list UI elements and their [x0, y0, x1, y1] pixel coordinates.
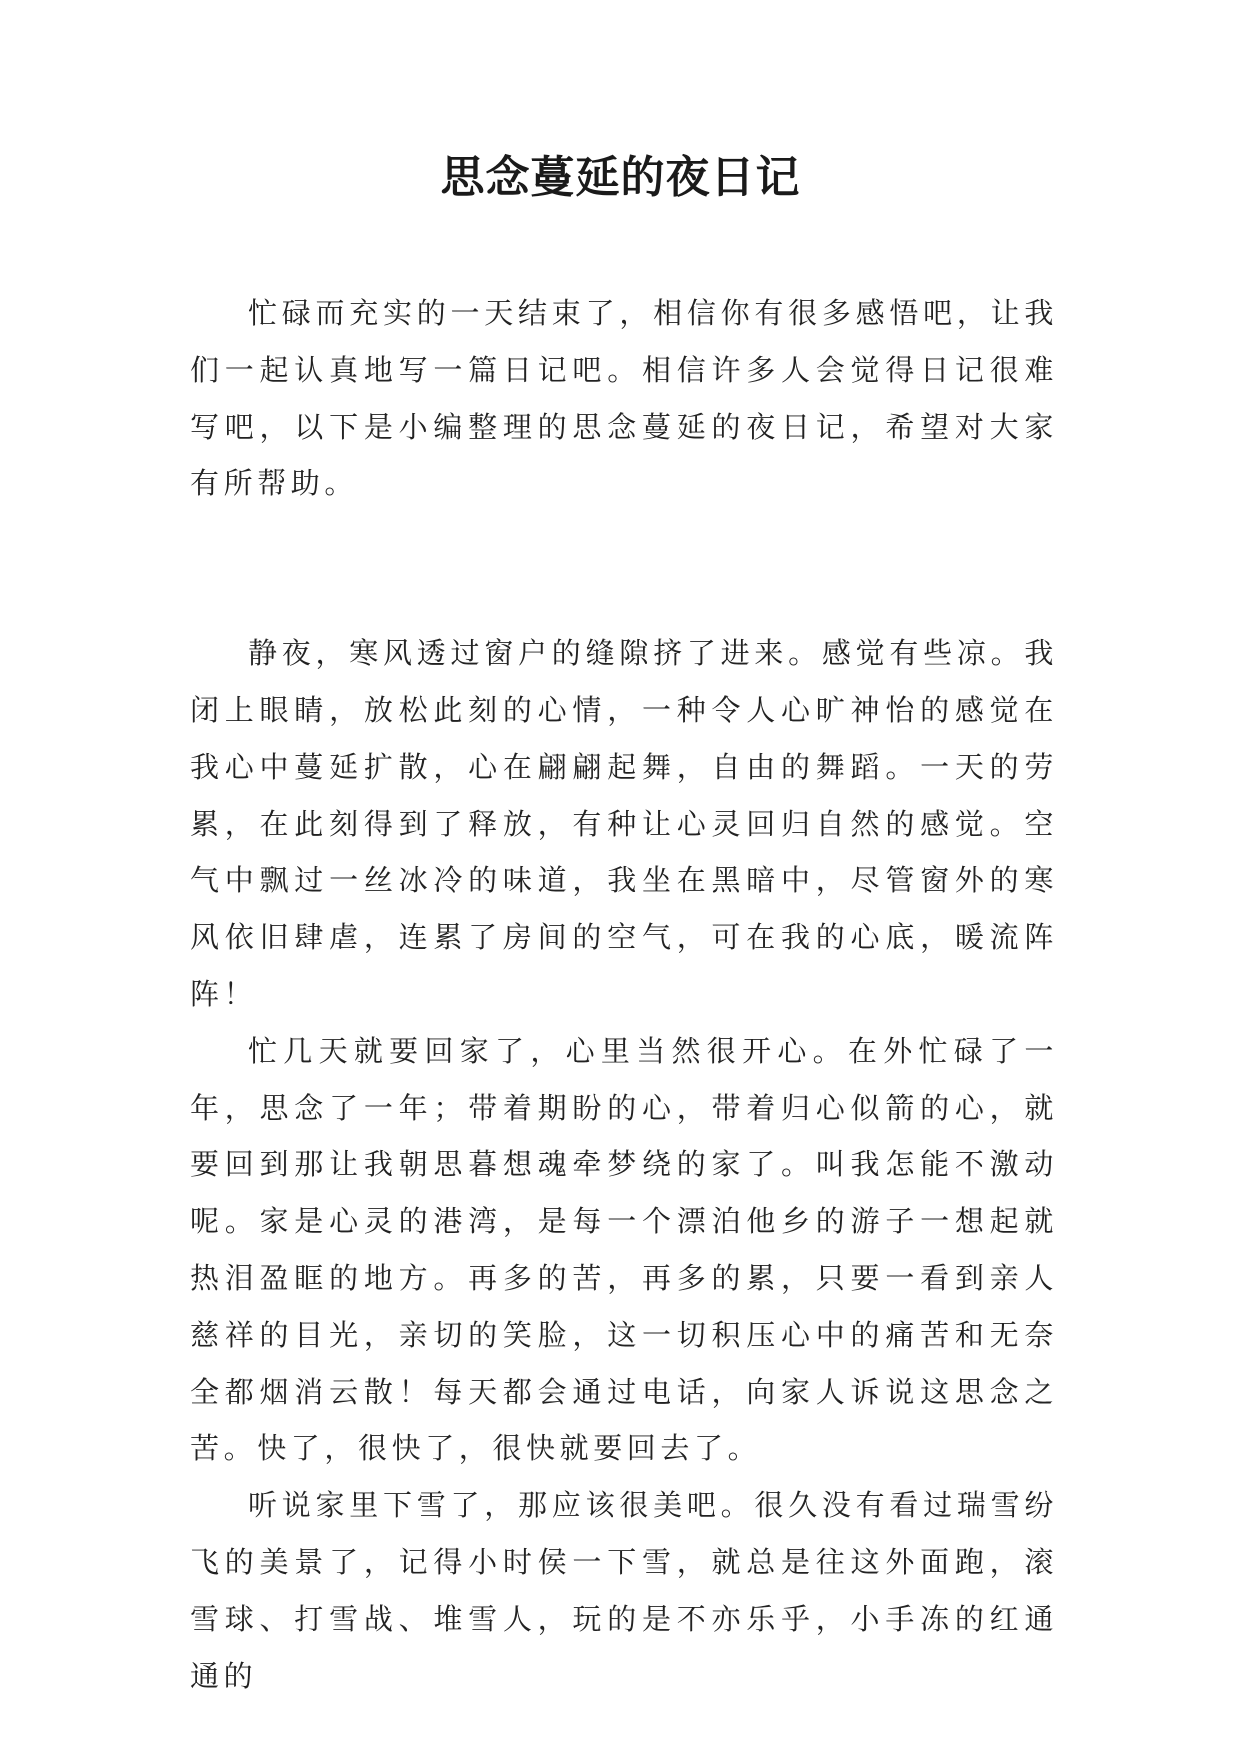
paragraph-intro: 忙碌而充实的一天结束了，相信你有很多感悟吧，让我们一起认真地写一篇日记吧。相信许多人会觉得日记很难写吧，以下是小编整理的思念蔓延的夜日记，希望对大家有所帮助。 — [190, 296, 1058, 501]
document-body — [190, 285, 1058, 1704]
paragraph-snow: 听说家里下雪了，那应该很美吧。很久没有看过瑞雪纷飞的美景了，记得小时侯一下雪，就总是往这外面跑，滚雪球、打雪战、堆雪人，玩的是不亦乐乎，小手冻的红通通的 — [190, 1488, 1058, 1693]
document-title: 思念蔓延的夜日记 — [440, 152, 801, 203]
paragraph-quiet-night: 静夜，寒风透过窗户的缝隙挤了进来。感觉有些凉。我闭上眼睛，放松此刻的心情，一种令人心旷神怡的感觉在我心中蔓延扩散，心在翩翩起舞，自由的舞蹈。一天的劳累，在此刻得到了释放，有种让心灵回归自然的感觉。空气中飘过一丝冰冷的味道，我坐在黑暗中，尽管窗外的寒风依旧肆虐，连累了房间的空气，可在我的心底，暖流阵阵！ — [190, 636, 1058, 1011]
paragraph-going-home: 忙几天就要回家了，心里当然很开心。在外忙碌了一年，思念了一年；带着期盼的心，带着归心似箭的心，就要回到那让我朝思暮想魂牵梦绕的家了。叫我怎能不激动呢。家是心灵的港湾，是每一个漂泊他乡的游子一想起就热泪盈眶的地方。再多的苦，再多的累，只要一看到亲人慈祥的目光，亲切的笑脸，这一切积压心中的痛苦和无奈全都烟消云散！每天都会通过电话，向家人诉说这思念之苦。快了，很快了，很快就要回去了。 — [190, 1033, 1058, 1466]
